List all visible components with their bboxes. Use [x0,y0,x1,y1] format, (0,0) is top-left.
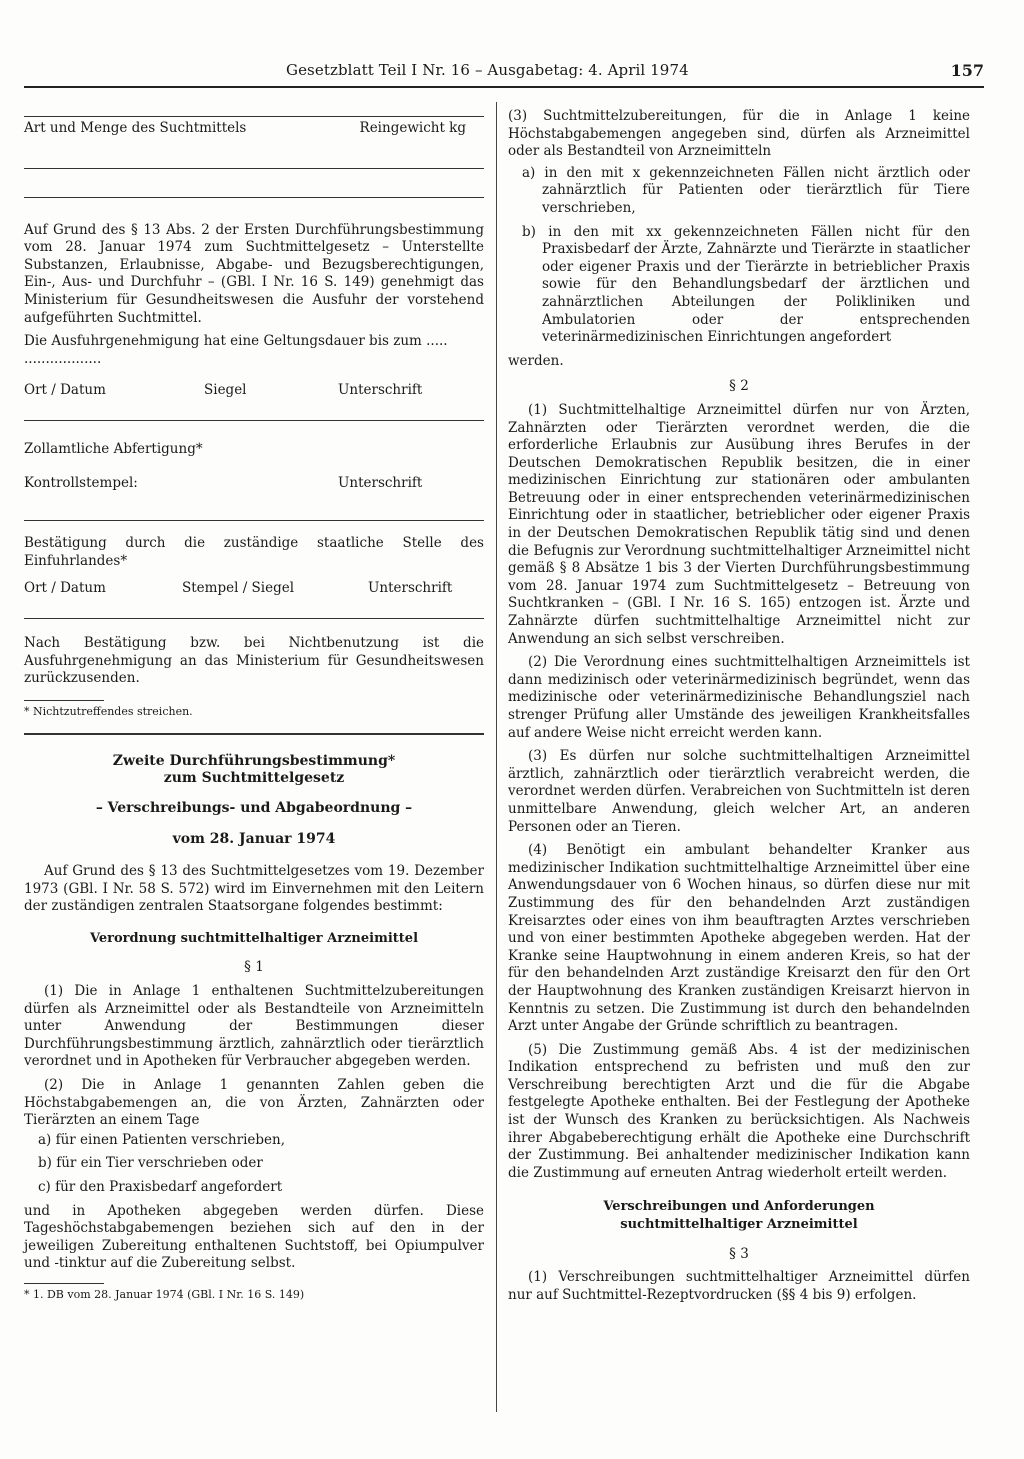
heading-verschreibungen-line1: Verschreibungen und Anforderungen [603,1199,875,1215]
unterschrift-label: Unterschrift [368,580,453,597]
section-1-paragraph-2: (2) Die in Anlage 1 genannten Zahlen geben die Höchstabgabemengen an, die von Ärzten, Zahnärzten oder Tierärzten an einem Tage [24,1077,484,1129]
customs-label: Zollamtliche Abfertigung* [24,440,203,457]
list-item: a) für einen Patienten verschrieben, [38,1131,286,1148]
unterschrift-label: Unterschrift [338,474,423,491]
document-title-line2: zum Suchtmittelgesetz [163,770,345,787]
form-table-header [24,120,484,138]
ort-datum-label: Ort / Datum [24,580,106,597]
section-1-paragraph-2-continued: und in Apotheken abgegeben werden dürfen. Diese Tageshöchstabgabemengen beziehen sich auf den in der jeweiligen Zubereitung enthaltenen Suchtstoff, bei Opiumpulver und -tinktur auf die Zubereitung selbst. [24,1202,484,1272]
right-column [508,102,970,1310]
heading-verschreibungen-line2: suchtmittelhaltiger Arzneimittel [620,1217,858,1233]
section-3-heading: § 3 [729,1245,749,1262]
control-stamp-label: Kontrollstempel: [24,474,138,491]
heading-verordnung: Verordnung suchtmittelhaltiger Arzneimittel [89,930,419,946]
list-item: c) für den Praxisbedarf angefordert [38,1178,283,1195]
unterschrift-label: Unterschrift [338,382,423,399]
form-table-rule [24,197,484,198]
validity-dots: .................. [24,350,102,367]
list-item: b) in den mit xx gekennzeichneten Fällen nicht für den Praxisbedarf der Ärzte, Zahnärzte und Tierärzte in staatlicher oder eigener Praxis und der Tierärzte in betrieblicher Praxis sowie für den Behandlungsbedarf der ärztlichen und zahnärztlichen Abteilungen der Polikliniken und Ambulatorien oder der entsprechenden veterinärmedizinischen Einrichtungen angefordert [522,223,970,346]
header-title: Gesetzblatt Teil I Nr. 16 – Ausgabetag: 4. April 1974 [286,61,689,79]
column-divider [496,102,497,1412]
form-table-top-rule [24,116,484,117]
section-1-paragraph-1: (1) Die in Anlage 1 enthaltenen Suchtmittelzubereitungen dürfen als Arzneimittel oder als Bestandteile von Arzneimitteln unter Anwendung der Bestimmungen dieser Durchführungsbestimmung ärztlich, zahnärztlich oder tierärztlich verordnet und in Apotheken für Verbraucher abgegeben werden. [24,983,484,1070]
section-2-paragraph-3: (3) Es dürfen nur solche suchtmittelhaltigen Arzneimittel ärztlich, zahnärztlich oder tierärztlich verabreicht werden, die verordnet werden dürfen. Verabreichen von Suchtmitteln ist deren unmittelbare Anwendung, gleich welcher Art, an anderen Personen oder an Tieren. [508,748,970,835]
section-2-heading: § 2 [729,378,749,395]
signature-row-3 [24,580,484,598]
document-subtitle: – Verschreibungs- und Abgabeordnung – [95,799,413,816]
form-col-weight: Reingewicht kg [359,120,466,136]
document-date: vom 28. Januar 1974 [172,831,336,848]
section-rule [24,733,484,735]
page-header [24,62,984,88]
list-item: b) für ein Tier verschrieben oder [38,1155,263,1172]
preamble: Auf Grund des § 13 des Suchtmittelgesetzes vom 19. Dezember 1973 (GBl. I Nr. 58 S. 572) wird im Einvernehmen mit den Leitern der zuständigen zentralen Staatsorgane folgendes bestimmt: [24,863,484,915]
section-3-paragraph-1: (1) Verschreibungen suchtmittelhaltiger Arzneimittel dürfen nur auf Suchtmittel-Rezeptvordrucken (§§ 4 bis 9) erfolgen. [508,1269,970,1303]
section-2-paragraph-2: (2) Die Verordnung eines suchtmittelhaltigen Arzneimittels ist dann medizinisch oder veterinärmedizinisch begründet, wenn das medizinische oder veterinärmedizinische Behandlungsziel nach strenger Prüfung aller Umstände des jeweiligen Krankheitsfalles auf andere Weise nicht erreicht werden kann. [508,654,970,741]
page-number: 157 [950,61,984,80]
form-table-rule [24,168,484,169]
ort-datum-label: Ort / Datum [24,382,106,399]
return-text: Nach Bestätigung bzw. bei Nichtbenutzung ist die Ausfuhrgenehmigung an das Ministerium für Gesundheitswesen zurückzusenden. [24,634,484,687]
footnote-form: * Nichtzutreffendes streichen. [24,704,193,718]
form-rule [24,618,484,619]
section-2-paragraph-5: (5) Die Zustimmung gemäß Abs. 4 ist der medizinischen Indikation entsprechend zu befristen und muß den zur Verschreibung berechtigten Arzt und die für die Abgabe festgelegte Apotheke enthalten. Bei der Festlegung der Apotheke ist der Wunsch des Kranken zu berücksichtigen. Als Nachweis ihrer Abgabeberechtigung erhält die Apotheke eine Durchschrift der Zustimmung. Bei anhaltender medizinischer Indikation kann die Zustimmung auf erneuten Antrag wiederholt erteilt werden. [508,1041,970,1181]
signature-row-1 [24,382,484,400]
section-2-paragraph-4: (4) Benötigt ein ambulant behandelter Kranker aus medizinischer Indikation suchtmittelhaltige Arzneimittel über eine Anwendungsdauer von 6 Wochen hinaus, so dürfen diese nur mit Zustimmung des für den behandelnden Arzt zuständigen Kreisarztes oder eines von ihm beauftragten Arztes verschrieben und von einer bestimmten Apotheke abgegeben werden. Hat der Kranke seine Hauptwohnung in einem anderen Kreis, so hat der für den behandelnden Arzt zuständige Kreisarzt den für den Ort der Hauptwohnung des Kranken zuständigen Kreisarzt hiervon in Kenntnis zu setzen. Die Zustimmung ist durch den behandelnden Arzt unter Angabe der Gründe schriftlich zu beantragen. [508,842,970,1035]
footnote-rule [24,1283,104,1284]
signature-row-2 [24,475,484,493]
section-1-heading: § 1 [244,959,264,976]
footnote-rule [24,700,104,701]
form-rule [24,520,484,521]
section-2-paragraph-1: (1) Suchtmittelhaltige Arzneimittel dürfen nur von Ärzten, Zahnärzten oder Tierärzten verordnet werden, die die erforderliche Erlaubnis zur Ausübung ihres Berufes in der Deutschen Demokratischen Republik besitzen, die in einer medizinischen Einrichtung zur stationären oder ambulanten Betreuung oder in einer entsprechenden veterinärmedizinischen Einrichtung oder in staatlicher, betrieblicher oder eigener Praxis in der Deutschen Demokratischen Republik tätig sind und denen die Befugnis zur Verordnung suchtmittelhaltiger Arzneimittel nicht gemäß § 8 Absätze 1 bis 3 der Vierten Durchführungsbestimmung vom 28. Januar 1974 zum Suchtmittelgesetz – Betreuung von Suchtkranken – (GBl. I Nr. 16 S. 165) entzogen ist. Ärzte und Zahnärzte dürfen suchtmittelhaltige Arzneimittel nicht zur Anwendung an sich selbst verschreiben. [508,401,970,647]
validity-text: Die Ausfuhrgenehmigung hat eine Geltungsdauer bis zum ..... [24,333,448,350]
document-title-line1: Zweite Durchführungsbestimmung* [112,752,396,769]
siegel-label: Siegel [204,382,247,399]
paragraph-3-intro: (3) Suchtmittelzubereitungen, für die in Anlage 1 keine Höchstabgabemengen angegeben sind, dürfen als Arzneimittel oder als Bestandteil von Arzneimitteln [508,108,970,160]
form-col-substance: Art und Menge des Suchtmittels [24,120,247,136]
left-column [24,102,484,1308]
confirmation-text: Bestätigung durch die zuständige staatliche Stelle des Einfuhrlandes* [24,535,484,569]
paragraph-3-end: werden. [508,352,564,369]
footnote-db: * 1. DB vom 28. Januar 1974 (GBl. I Nr. 16 S. 149) [24,1287,305,1301]
list-item: a) in den mit x gekennzeichneten Fällen nicht ärztlich oder zahnärztlich für Patienten oder tierärztlich für Tiere verschrieben, [522,164,970,216]
form-rule [24,420,484,421]
stempel-siegel-label: Stempel / Siegel [182,580,295,597]
authorization-text: Auf Grund des § 13 Abs. 2 der Ersten Durchführungsbestimmung vom 28. Januar 1974 zum Suchtmittelgesetz – Unterstellte Substanzen, Erlaubnisse, Abgabe- und Bezugsberechtigungen, Ein-, Aus- und Durchfuhr – (GBl. I Nr. 16 S. 149) genehmigt das Ministerium für Gesundheitswesen die Ausfuhr der vorstehend aufgeführten Suchtmittel. [24,221,484,326]
